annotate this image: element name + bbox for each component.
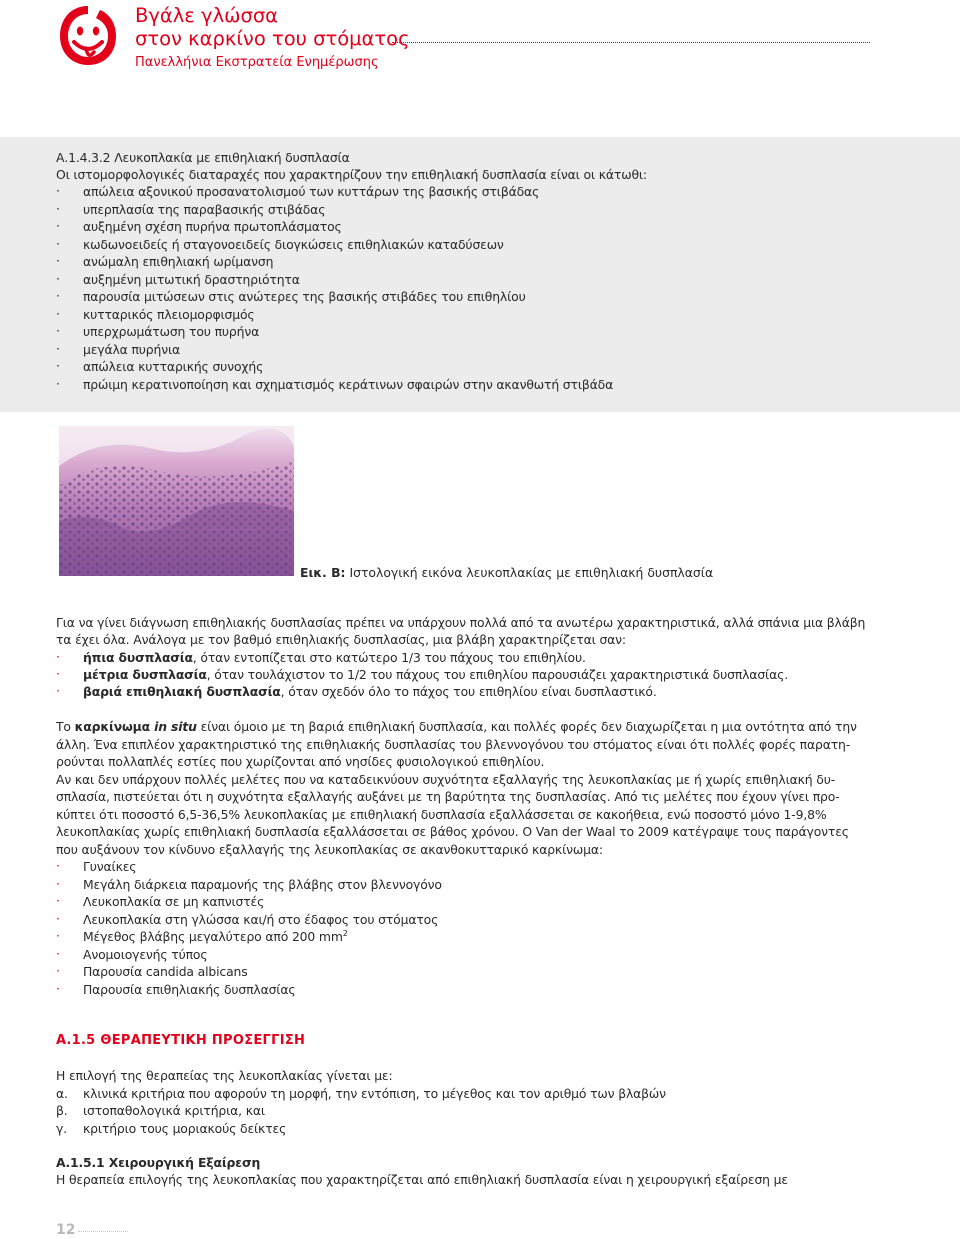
brand-title-line1: Βγάλε γλώσσα [135,4,279,27]
histology-image [59,426,294,576]
paragraph-line: Το καρκίνωμα in situ είναι όμοιο με τη βαριά επιθηλιακή δυσπλασία, και πολλές φορές δεν διαχωρίζεται η μια οντότητα από την [56,719,857,734]
section-intro: Οι ιστομορφολογικές διαταραχές που χαρακτηρίζουν την επιθηλιακή δυσπλασία είναι οι κάτωθι: [56,167,647,182]
page-number: 12 [56,1222,76,1238]
paragraph-line: Η θεραπεία επιλογής της λευκοπλακίας που χαρακτηρίζεται από επιθηλιακή δυσπλασία είναι η χειρουργική εξαίρεση με [56,1172,788,1187]
paragraph-line: άλλη. Ένα επιπλέον χαρακτηριστικό της επιθηλιακής δυσπλασίας του βλεννογόνου του στόματος είναι ότι πολλές φορές παρατη- [56,736,851,752]
paragraph-line: Η επιλογή της θεραπείας της λευκοπλακίας γίνεται με: [56,1068,393,1083]
section-heading: Α.1.5 ΘΕΡΑΠΕΥΤΙΚΗ ΠΡΟΣΕΓΓΙΣΗ [56,1033,306,1048]
dysplasia-criteria-panel: Α.1.4.3.2 Λευκοπλακία με επιθηλιακή δυσπλασία Οι ιστομορφολογικές διαταραχές που χαρακτηρίζουν την επιθηλιακή δυσπλασία είναι οι κάτωθι: · απώλεια αξονικού προσανατολισμού των κυττάρων της βασικής στιβάδας · υπερπλασία της παραβασικής στιβάδας · αυξημένη σχέση πυρήνα πρωτοπλάσματος · κωδωνοειδείς ή σταγονοειδείς διογκώσεις επιθηλιακών καταδύσεων · ανώμαλη επιθηλιακή ωρίμανση · αυξημένη μιτωτική δραστηριότητα · παρουσία μιτώσεων στις ανώτερες της βασικής στιβάδες του επιθηλίου · κυτταρικός πλειομορφισμός · υπερχρωμάτωση του πυρήνα · μεγάλα πυρήνια · απώλεια κυτταρικής συνοχής · πρώιμη κερατινοποίηση και σχηματισμός κεράτινων σφαιρών στην ακανθωτή στιβάδα [0,137,960,412]
subsection-heading: Α.1.5.1 Χειρουργική Εξαίρεση [56,1155,261,1170]
brand-title-line2: στον καρκίνο του στόματος [135,27,410,50]
paragraph-line: σπλασία, πιστεύεται ότι η συχνότητα εξαλλαγής αυξάνει με τη βαρύτητα της δυσπλασίας. Από τις μελέτες που έχουν γίνει προ- [56,789,840,804]
paragraph-line: Αν και δεν υπάρχουν πολλές μελέτες που να καταδεικνύουν συχνότητα εξαλλαγής της λευκοπλακίας με ή χωρίς επιθηλιακή δυ- [56,771,836,787]
figure-caption-text: Ιστολογική εικόνα λευκοπλακίας με επιθηλιακή δυσπλασία [345,565,714,580]
header-divider [392,42,870,43]
figure-label: Εικ. Β: [300,565,346,580]
figure-caption [300,565,713,580]
paragraph-line: τα έχει όλα. Ανάλογα με τον βαθμό επιθηλιακής δυσπλασίας, μια βλάβη χαρακτηρίζεται σαν: [56,632,626,647]
paragraph-line: λευκοπλακίας χωρίς επιθηλιακή δυσπλασία εξαλλάσσεται σε βάθος χρόνου. Ο Van der Waal το 2009 κατέγραψε τους παράγοντες [56,824,849,839]
footer-divider [78,1231,128,1232]
paragraph-line: κύπτει ότι ποσοστό 6,5-36,5% λευκοπλακίας με επιθηλιακή δυσπλασία εξαλλάσσεται σε κακοήθεια, ενώ ποσοστό μόνο 1-9,8% [56,806,827,822]
paragraph-line: ρούνται πολλαπλές εστίες που χωρίζονται από νησίδες φυσιολογικού επιθηλίου. [56,754,545,769]
brand-subtitle: Πανελλήνια Εκστρατεία Ενημέρωσης [135,55,379,70]
paragraph-line: Για να γίνει διάγνωση επιθηλιακής δυσπλασίας πρέπει να υπάρχουν πολλά από τα ανωτέρω χαρακτηριστικά, αλλά σπάνια μια βλάβη [56,615,866,630]
paragraph-line: που αυξάνουν τον κίνδυνο εξαλλαγής της λευκοπλακίας σε ακανθοκυτταρικό καρκίνωμα: [56,841,603,857]
superscript: 2 [342,928,348,938]
section-heading: Α.1.4.3.2 Λευκοπλακία με επιθηλιακή δυσπλασία [56,150,350,165]
brand-title [135,4,410,50]
campaign-logo-icon [56,2,120,68]
